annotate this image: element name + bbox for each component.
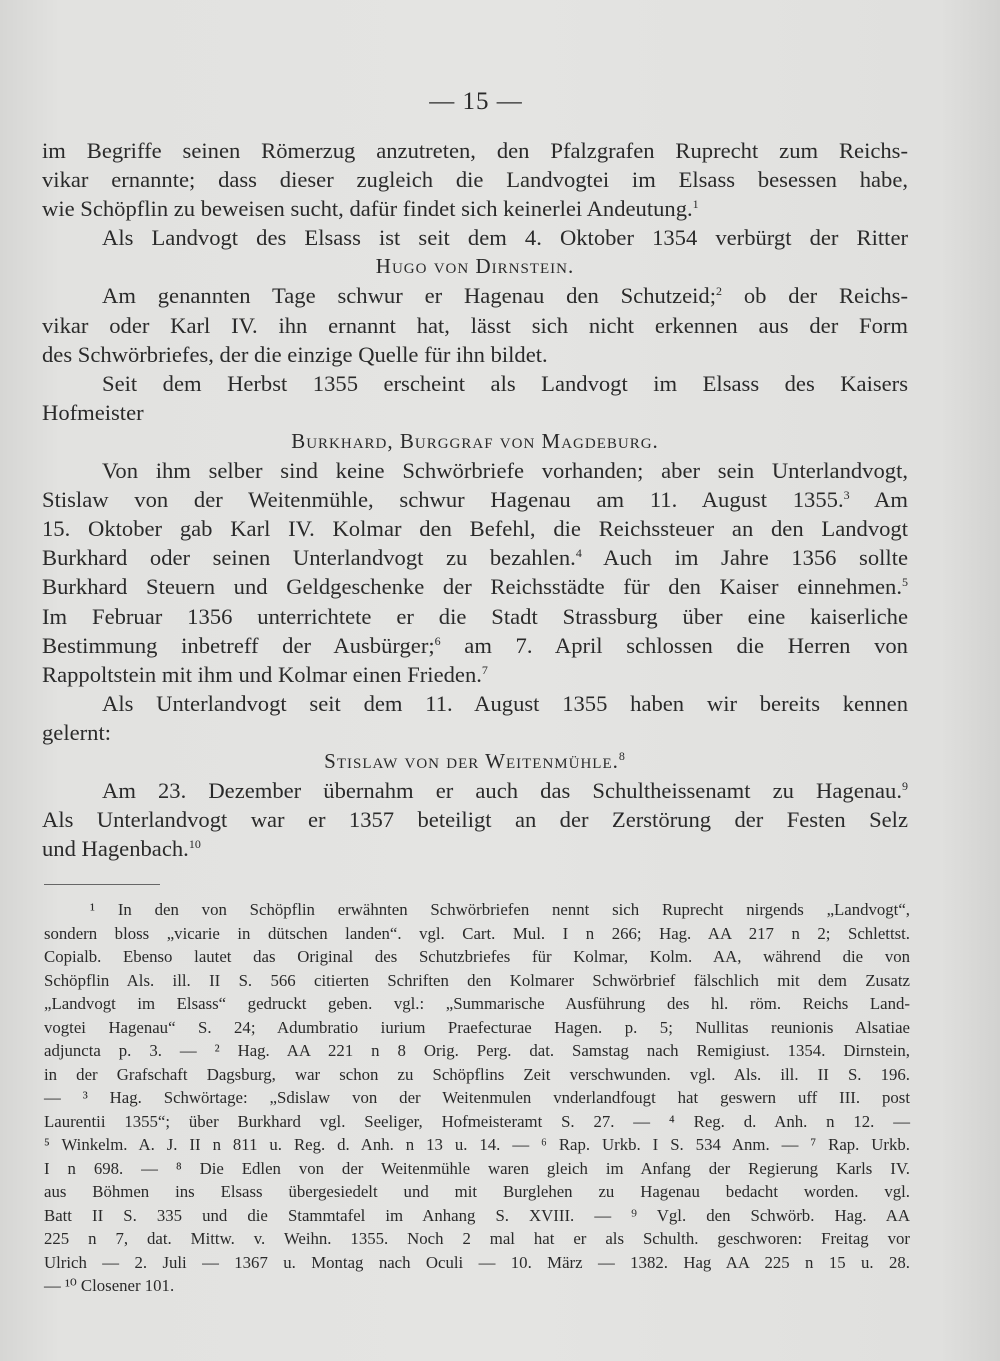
heading-burkhard: Burkhard, Burggraf von Magdeburg. [291,428,659,453]
text-fragment: Burkhard Steuern und Geldgeschenke der Reichsstädte für den Kaiser einnehmen. [42,574,902,600]
footnote-ref: 1 [692,197,699,212]
text-line: vikar oder Karl IV. ihn ernannt hat, lässt sich nicht erkennen aus der Form [42,312,908,338]
footnote-line: aus Böhmen ins Elsass übergesiedelt und mit Burglehen zu Hagenau bedacht worden. vgl. [44,1182,910,1201]
text-fragment: Bestimmung inbetreff der Ausbürger; [42,632,435,658]
text-fragment: ob der Reichs- [721,283,909,309]
footnote-line: Batt II S. 335 und die Stammtafel im Anhang S. XVIII. — ⁹ Vgl. den Schwörb. Hag. AA [44,1205,910,1225]
footnote-line: Laurentii 1355“; über Burkhard vgl. Seeliger, Hofmeisteramt S. 27. — ⁴ Reg. d. Anh. n 12. — [44,1111,910,1131]
paragraph-3 [42,281,908,368]
text-fragment: wie Schöpflin zu beweisen sucht, dafür findet sich keinerlei Andeutung. [42,196,693,222]
text-line: im Begriffe seinen Römerzug anzutreten, den Pfalzgrafen Ruprecht zum Reichs- [42,138,908,163]
paragraph-7 [42,776,908,863]
footnote-line: — ¹⁰ Closener 101. [44,1276,175,1295]
footnotes [44,898,910,1298]
page-number: — 15 — [429,88,523,115]
text-line [42,776,908,805]
footnote-line: Schöpflin Als. ill. II S. 566 citierten Schriften den Kolmarer Schwörbrief fälschlich mit dem Zusatz [44,970,910,990]
text-fragment: Stislaw von der Weitenmühle, schwur Hagenau am 11. August 1355. [42,487,844,513]
text-fragment: Rappoltstein mit ihm und Kolmar einen Frieden. [42,661,482,687]
footnote-ref: 9 [902,779,908,794]
text-line: 15. Oktober gab Karl IV. Kolmar den Befehl, die Reichssteuer an den Landvogt [42,516,908,542]
footnote-line: vogtei Hagenau“ S. 24; Adumbratio iurium Praefecturae Hagen. p. 5; Nullitas reunionis Alsatiae [44,1017,910,1037]
footnote-line: „Landvogt im Elsass“ gedruckt geben. vgl.: „Summarische Ausführung des hl. röm. Reichs Land- [44,994,910,1013]
text-line [42,631,908,660]
footnote-line: ¹ In den von Schöpflin erwähnten Schwörbriefen nennt sich Ruprecht nirgends „Landvogt“, [90,900,910,919]
paragraph-5 [42,456,908,689]
footnote-ref: 5 [902,575,908,590]
heading-text: Stislaw von der Weitenmühle. [324,748,619,773]
text-line: gelernt: [42,719,112,745]
text-line [42,572,908,601]
footnote-line: I n 698. — ⁸ Die Edlen von der Weitenmühle waren gleich im Anfang der Regierung Karls IV. [44,1158,910,1178]
text-line: vikar ernannte; dass dieser zugleich die Landvogtei im Elsass besessen habe, [42,167,908,193]
paragraph-2 [42,223,908,252]
text-fragment: Am 23. Dezember übernahm er auch das Schultheissenamt zu Hagenau. [102,778,902,804]
text-fragment: Am [849,487,908,513]
text-line [42,281,908,310]
footnote-ref: 10 [188,837,201,852]
text-line [42,485,908,514]
text-fragment: und Hagenbach. [42,836,189,862]
text-line: Von ihm selber sind keine Schwörbriefe vorhanden; aber sein Unterlandvogt, [102,458,908,484]
text-line: Als Landvogt des Elsass ist seit dem 4. Oktober 1354 verbürgt der Ritter [102,225,908,251]
footnote-line: Copialb. Ebenso lautet das Original des Schutzbriefes für Kolmar, Kolm. AA, während die von [44,947,910,966]
footnote-ref: 3 [843,488,850,503]
text-line: Als Unterlandvogt seit dem 11. August 1355 haben wir bereits kennen [102,690,908,716]
text-line [42,660,908,689]
footnote-line: sondern bloss „vicarie in dütschen landen“. vgl. Cart. Mul. I n 266; Hag. AA 217 n 2; Schlettst. [44,923,910,943]
text-fragment: am 7. April schlossen die Herren von [440,632,908,658]
footnote-ref: 8 [618,748,626,763]
text-line: Als Unterlandvogt war er 1357 beteiligt an der Zerstörung der Festen Selz [42,807,908,833]
footnote-line: 225 n 7, dat. Mittw. v. Weihn. 1355. Noch 2 mal hat er als Schulth. geschworen: Freitag vor [44,1229,910,1248]
footnote-ref: 6 [434,633,441,648]
text-line [42,834,908,863]
text-fragment: Auch im Jahre 1356 sollte [581,545,908,571]
footnote-line: ⁵ Winkelm. A. J. II n 811 u. Reg. d. Anh. n 13 u. 14. — ⁶ Rap. Urkb. I S. 534 Anm. — ⁷ Rap. Urkb. [44,1135,910,1154]
paragraph-1 [42,136,908,223]
paragraph-6 [42,689,908,747]
heading-stislaw [42,747,908,776]
footnote-ref: 2 [715,284,722,299]
paragraph-4 [42,369,908,427]
footnote-line: in der Grafschaft Dagsburg, war schon zu Schöpflins Zeit verschwunden. vgl. Als. ill. II S. 196. [44,1064,910,1084]
text-line: Im Februar 1356 unterrichtete er die Stadt Strassburg über eine kaiserliche [42,603,908,629]
text-line: des Schwörbriefes, der die einzige Quelle für ihn bildet. [42,341,548,367]
footnote-line: — ³ Hag. Schwörtage: „Sdislaw von der Weitenmulen vnderlandfougt hat geswern uff III. post [44,1088,910,1107]
text-line: Seit dem Herbst 1355 erscheint als Landvogt im Elsass des Kaisers [102,370,908,396]
footnote-ref: 4 [575,546,582,561]
text-fragment: Am genannten Tage schwur er Hagenau den Schutzeid; [102,283,716,309]
footnote-line: adjuncta p. 3. — ² Hag. AA 221 n 8 Orig. Perg. dat. Samstag nach Remigiust. 1354. Dirnstein, [44,1041,910,1060]
text-fragment: Burkhard oder seinen Unterlandvogt zu bezahlen. [42,545,576,571]
heading-hugo: Hugo von Dirnstein. [375,254,575,279]
text-line [42,543,908,572]
main-text [42,136,908,863]
text-line: Hofmeister [42,399,144,425]
footnote-line: Ulrich — 2. Juli — 1367 u. Montag nach Oculi — 10. März — 1382. Hag AA 225 n 15 u. 28. [44,1252,910,1272]
footnote-ref: 7 [481,662,488,677]
text-line [42,194,908,223]
footnote-divider [44,884,160,885]
